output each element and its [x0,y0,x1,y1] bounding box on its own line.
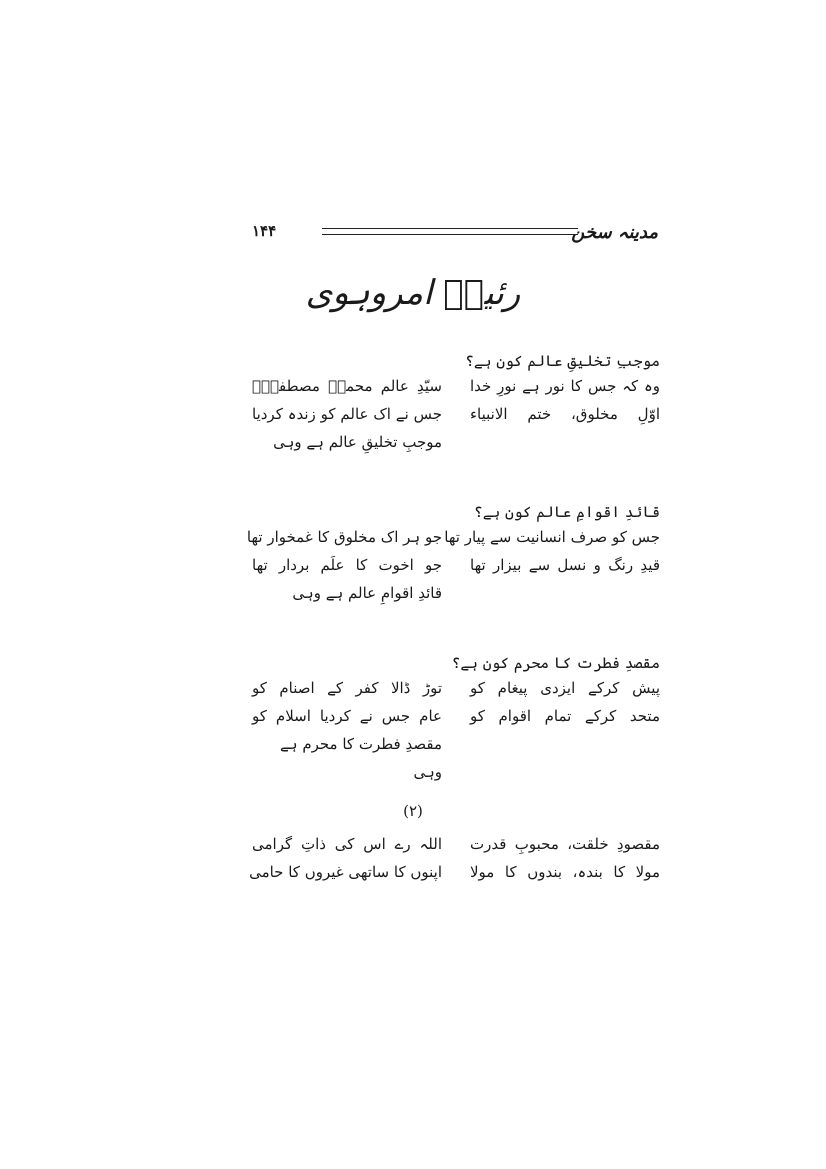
stanza-question: موجبِ تخلیقِ عالم کون ہے؟ [465,352,660,370]
couplet [252,400,660,428]
misra-second: توڑ ڈالا کفر کے اصنام کو [252,679,442,697]
couplet [249,858,660,886]
stanza-1 [252,350,660,456]
part-two-stanza [249,830,660,886]
couplet [252,372,660,400]
header-double-rule [322,228,578,235]
stanza-refrain: قائدِ اقوامِ عالم ہے وہی [292,584,442,602]
couplet [252,830,660,858]
misra-second: اللہ رے اس کی ذاتِ گرامی [252,835,442,853]
running-header-book-title: مدینہ سخن [571,222,658,243]
stanza-refrain: مقصدِ فطرت کا محرم ہے وہی [279,735,442,781]
stanza-question: قائدِ اقوامِ عالم کون ہے؟ [473,503,660,521]
misra-first: قیدِ رنگ و نسل سے بیزار تھا [470,556,660,574]
misra-first: پیش کرکے ایزدی پیغام کو [470,679,660,697]
misra-second: عام جس نے کردیا اسلام کو [252,707,442,725]
misra-first: متحد کرکے تمام اقوام کو [470,707,660,725]
stanza-question: مقصدِ فطرت کا محرم کون ہے؟ [451,654,660,672]
misra-first: اوّلِ مخلوق، ختم الانبیاء [470,405,660,423]
page-number: ۱۴۴ [252,222,277,240]
part-number: (۲) [403,802,423,820]
misra-first: جس کو صرف انسانیت سے پیار تھا [444,528,660,546]
misra-first: مقصودِ خلقت، محبوبِ قدرت [470,835,660,853]
stanza-2 [246,501,660,607]
misra-second: جو اخوت کا علَم بردار تھا [252,556,442,574]
misra-first: مولا کا بندہ، بندوں کا مولا [470,863,660,881]
misra-first: وہ کہ جس کا نور ہے نورِ خدا [470,377,660,395]
misra-second: جس نے اک عالم کو زندہ کردیا [252,405,442,423]
couplet [252,551,660,579]
stanza-refrain: موجبِ تخلیقِ عالم ہے وہی [273,433,442,451]
stanza-3 [252,652,660,781]
misra-second: جو ہر اک مخلوق کا غمخوار تھا [246,528,442,546]
poet-name-heading: رئیسؔ امروہوی [305,273,521,313]
couplet [252,674,660,702]
misra-second: سیّدِ عالم محمدؐ مصطفیٰؐ [252,377,442,395]
couplet [246,523,660,551]
couplet [252,702,660,730]
misra-second: اپنوں کا ساتھی غیروں کا حامی [249,863,442,881]
